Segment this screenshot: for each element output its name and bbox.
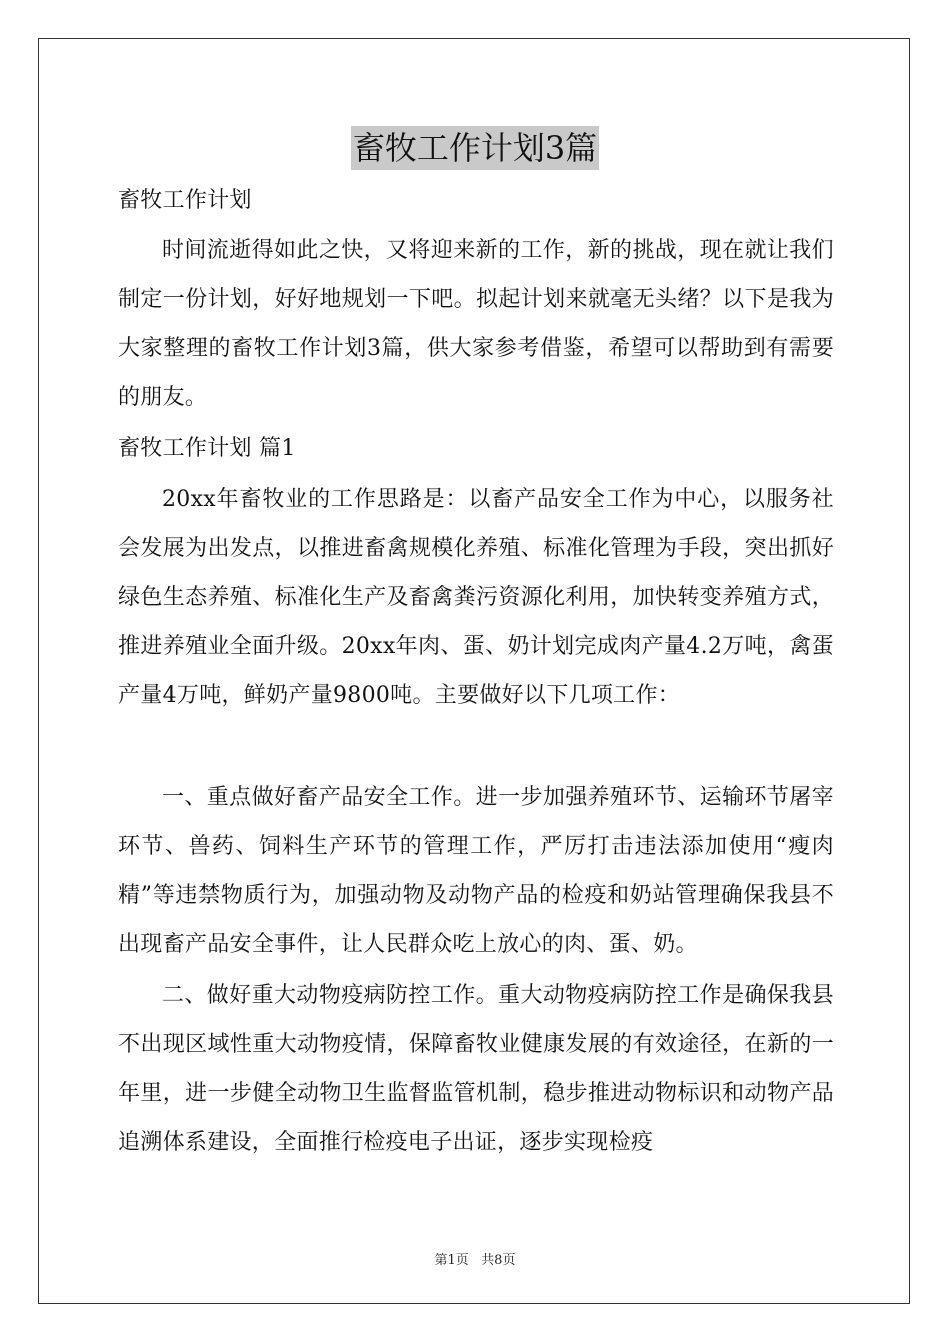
body-paragraph: 20xx年畜牧业的工作思路是：以畜产品安全工作为中心，以服务社会发展为出发点，以推进畜禽规模化养殖、标准化管理为手段，突出抓好绿色生态养殖、标准化生产及畜禽粪污资源化利用，加快转变养殖方式，推进养殖业全面升级。20xx年肉、蛋、奶计划完成肉产量4.2万吨，禽蛋产量4万吨，鲜奶产量9800吨。主要做好以下几项工作： <box>118 487 834 708</box>
body-paragraph: 二、做好重大动物疫病防控工作。重大动物疫病防控工作是确保我县不出现区域性重大动物疫情，保障畜牧业健康发展的有效途径，在新的一年里，进一步健全动物卫生监督监管机制，稳步推进动物标识和动物产品追溯体系建设，全面推行检疫电子出证，逐步实现检疫 <box>118 983 834 1155</box>
document-title: 畜牧工作计划3篇 <box>351 126 599 170</box>
document-subtitle: 畜牧工作计划 <box>118 188 252 213</box>
title-container <box>0 126 950 170</box>
intro-paragraph: 时间流逝得如此之快，又将迎来新的工作，新的挑战，现在就让我们制定一份计划，好好地规划一下吧。拟起计划来就毫无头绪？以下是我为大家整理的畜牧工作计划3篇，供大家参考借鉴，希望可以帮助到有需要的朋友。 <box>118 238 834 410</box>
page-footer: 第1页 共8页 <box>434 1253 516 1268</box>
section-heading: 畜牧工作计划 篇1 <box>118 436 296 461</box>
body-paragraph: 一、重点做好畜产品安全工作。进一步加强养殖环节、运输环节屠宰环节、兽药、饲料生产环节的管理工作，严厉打击违法添加使用“瘦肉精”等违禁物质行为，加强动物及动物产品的检疫和奶站管理确保我县不出现畜产品安全事件，让人民群众吃上放心的肉、蛋、奶。 <box>118 785 834 957</box>
